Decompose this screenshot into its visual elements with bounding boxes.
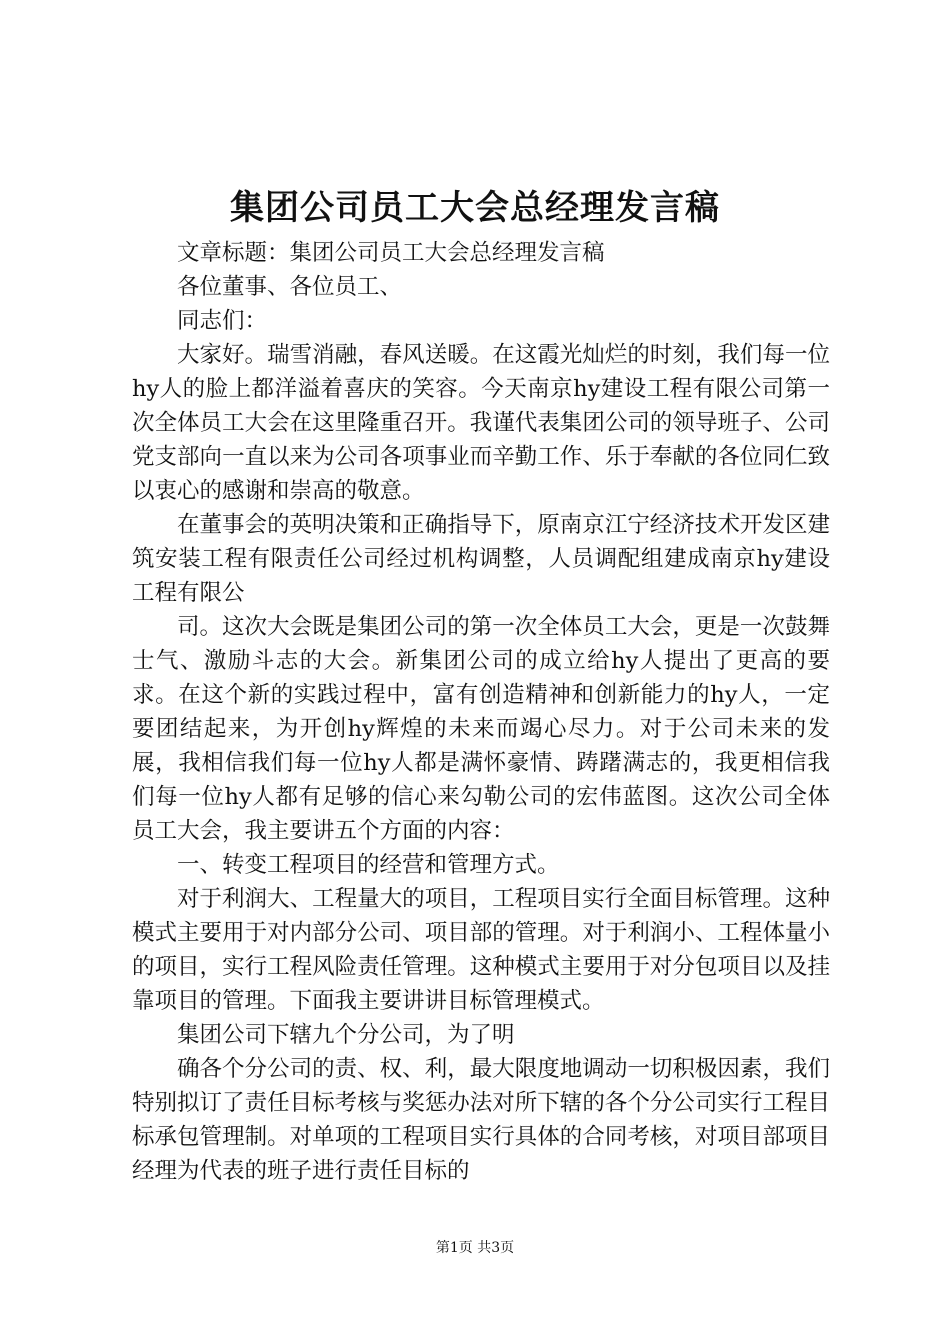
paragraph: 大家好。瑞雪消融，春风送暖。在这霞光灿烂的时刻，我们每一位hy人的脸上都洋溢着喜庆的笑容。今天南京hy建设工程有限公司第一次全体员工大会在这里隆重召开。我谨代表集团公司的领导班子、公司党支部向一直以来为公司各项事业而辛勤工作、乐于奉献的各位同仁致以衷心的感谢和崇高的敬意。 — [132, 342, 830, 504]
paragraph: 对于利润大、工程量大的项目，工程项目实行全面目标管理。这种模式主要用于对内部分公司、项目部的管理。对于利润小、工程体量小的项目，实行工程风险责任管理。这种模式主要用于对分包项目以及挂靠项目的管理。下面我主要讲讲目标管理模式。 — [132, 886, 830, 1014]
document-title: 集团公司员工大会总经理发言稿 — [230, 188, 720, 228]
section-heading: 一、转变工程项目的经营和管理方式。 — [177, 852, 560, 878]
page-number-footer: 第1页 共3页 — [435, 1240, 515, 1256]
paragraph-article-heading: 文章标题：集团公司员工大会总经理发言稿 — [177, 240, 605, 266]
paragraph: 在董事会的英明决策和正确指导下，原南京江宁经济技术开发区建筑安装工程有限责任公司经过机构调整，人员调配组建成南京hy建设工程有限公 — [132, 512, 830, 606]
paragraph-salutation-directors: 各位董事、各位员工、 — [177, 274, 403, 300]
document-body — [132, 236, 830, 1188]
paragraph: 确各个分公司的责、权、利，最大限度地调动一切积极因素，我们特别拟订了责任目标考核与奖惩办法对所下辖的各个分公司实行工程目标承包管理制。对单项的工程项目实行具体的合同考核，对项目部项目经理为代表的班子进行责任目标的 — [132, 1056, 830, 1184]
paragraph: 集团公司下辖九个分公司，为了明 — [177, 1022, 515, 1048]
paragraph-salutation-comrades: 同志们： — [177, 308, 268, 334]
paragraph: 司。这次大会既是集团公司的第一次全体员工大会，更是一次鼓舞士气、激励斗志的大会。新集团公司的成立给hy人提出了更高的要求。在这个新的实践过程中，富有创造精神和创新能力的hy人，一定要团结起来，为开创hy辉煌的未来而竭心尽力。对于公司未来的发展，我相信我们每一位hy人都是满怀豪情、踌躇满志的，我更相信我们每一位hy人都有足够的信心来勾勒公司的宏伟蓝图。这次公司全体员工大会，我主要讲五个方面的内容： — [132, 614, 830, 844]
